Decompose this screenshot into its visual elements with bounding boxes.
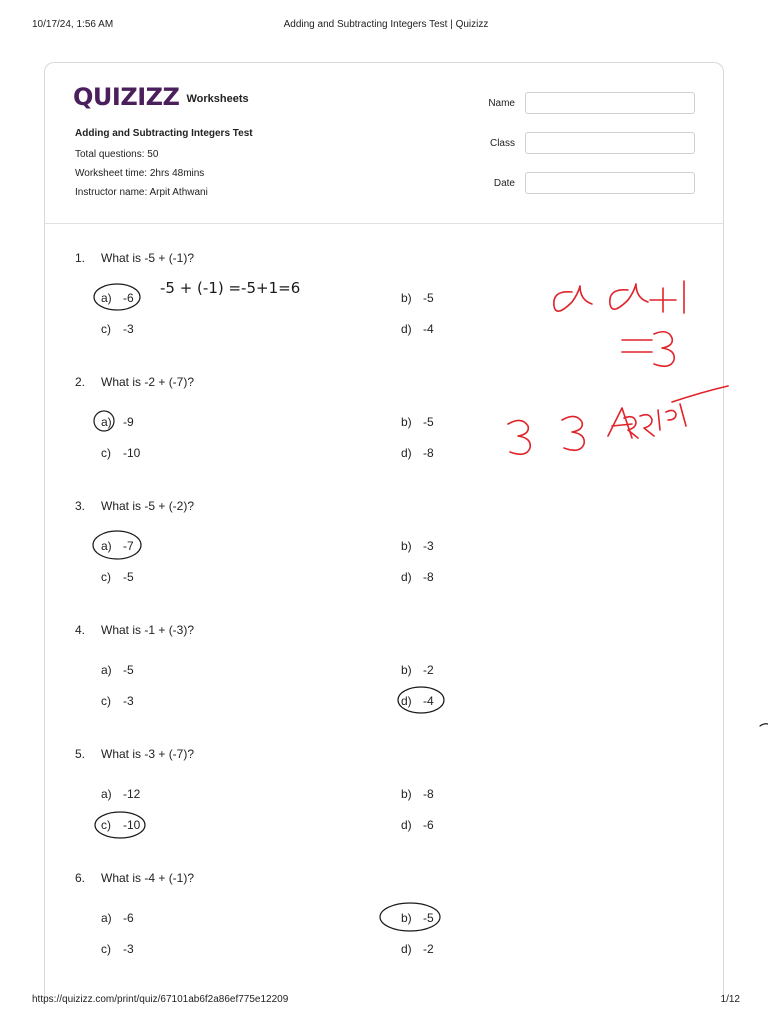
option-letter: b) — [401, 415, 412, 429]
option-a[interactable] — [101, 415, 134, 429]
option-b[interactable] — [401, 787, 434, 801]
option-value: -6 — [123, 911, 134, 925]
option-letter: a) — [101, 539, 112, 553]
question-number: 1. — [75, 251, 86, 265]
option-letter: b) — [401, 291, 412, 305]
option-b[interactable] — [401, 539, 434, 553]
question-6 — [45, 871, 723, 995]
option-d[interactable] — [401, 818, 434, 832]
brand — [73, 85, 249, 109]
worksheet-title: Adding and Subtracting Integers Test — [75, 128, 253, 139]
option-b[interactable] — [401, 911, 434, 925]
date-field[interactable] — [525, 172, 695, 194]
worksheet-card — [44, 62, 724, 1002]
question-text: What is -1 + (-3)? — [101, 623, 195, 637]
option-letter: d) — [401, 694, 412, 708]
quizizz-logo: QUIZIZZ — [73, 83, 180, 111]
worksheet-time: Worksheet time: 2hrs 48mins — [75, 168, 205, 179]
option-letter: d) — [401, 570, 412, 584]
question-number: 4. — [75, 623, 86, 637]
option-b[interactable] — [401, 663, 434, 677]
option-value: -10 — [123, 818, 141, 832]
question-text: What is -2 + (-7)? — [101, 375, 195, 389]
option-letter: a) — [101, 787, 112, 801]
option-letter: c) — [101, 818, 111, 832]
page-number: 1/12 — [720, 994, 740, 1005]
print-title: Adding and Subtracting Integers Test | Quizizz — [283, 19, 489, 30]
option-letter: b) — [401, 787, 412, 801]
option-value: -2 — [423, 942, 434, 956]
option-letter: c) — [101, 322, 111, 336]
name-label: Name — [488, 98, 515, 109]
option-c[interactable] — [101, 446, 140, 460]
option-value: -6 — [123, 291, 134, 305]
class-field[interactable] — [525, 132, 695, 154]
option-d[interactable] — [401, 322, 434, 336]
question-number: 5. — [75, 747, 86, 761]
option-value: -3 — [123, 942, 134, 956]
question-1 — [45, 251, 723, 375]
option-d[interactable] — [401, 570, 434, 584]
option-value: -3 — [123, 694, 134, 708]
option-c[interactable] — [101, 694, 134, 708]
option-letter: a) — [101, 663, 112, 677]
option-letter: a) — [101, 911, 112, 925]
option-letter: b) — [401, 663, 412, 677]
option-a[interactable] — [101, 663, 134, 677]
option-value: -10 — [123, 446, 141, 460]
instructor-name: Instructor name: Arpit Athwani — [75, 187, 208, 198]
option-c[interactable] — [101, 570, 134, 584]
option-value: -9 — [123, 415, 134, 429]
date-label: Date — [493, 178, 515, 189]
option-letter: d) — [401, 818, 412, 832]
worksheet-header — [45, 63, 723, 224]
option-d[interactable] — [401, 694, 434, 708]
question-3 — [45, 499, 723, 623]
option-c[interactable] — [101, 322, 134, 336]
option-d[interactable] — [401, 446, 434, 460]
question-5 — [45, 747, 723, 871]
option-value: -8 — [423, 446, 434, 460]
work-note: -5 + (-1) =-5+1=6 — [160, 279, 301, 297]
option-a[interactable] — [101, 787, 140, 801]
stray-ink-mark — [760, 724, 768, 726]
question-4 — [45, 623, 723, 747]
print-timestamp: 10/17/24, 1:56 AM — [32, 19, 114, 30]
option-value: -5 — [423, 415, 434, 429]
option-value: -5 — [123, 663, 134, 677]
option-letter: c) — [101, 694, 111, 708]
option-letter: d) — [401, 942, 412, 956]
class-label: Class — [489, 138, 515, 149]
option-value: -12 — [123, 787, 141, 801]
option-c[interactable] — [101, 942, 134, 956]
name-field[interactable] — [525, 92, 695, 114]
option-c[interactable] — [101, 818, 140, 832]
option-letter: d) — [401, 446, 412, 460]
option-value: -4 — [423, 322, 434, 336]
question-number: 3. — [75, 499, 86, 513]
question-text: What is -5 + (-2)? — [101, 499, 195, 513]
question-2 — [45, 375, 723, 499]
option-value: -7 — [123, 539, 134, 553]
brand-label: Worksheets — [186, 93, 249, 105]
option-letter: a) — [101, 415, 112, 429]
option-value: -4 — [423, 694, 434, 708]
option-value: -3 — [123, 322, 134, 336]
option-a[interactable] — [101, 539, 134, 553]
option-letter: c) — [101, 570, 111, 584]
option-value: -8 — [423, 570, 434, 584]
option-b[interactable] — [401, 415, 434, 429]
question-text: What is -5 + (-1)? — [101, 251, 195, 265]
option-value: -2 — [423, 663, 434, 677]
option-letter: b) — [401, 539, 412, 553]
option-value: -6 — [423, 818, 434, 832]
option-value: -5 — [423, 911, 434, 925]
question-number: 6. — [75, 871, 86, 885]
question-text: What is -4 + (-1)? — [101, 871, 195, 885]
option-letter: c) — [101, 446, 111, 460]
option-letter: d) — [401, 322, 412, 336]
page-url: https://quizizz.com/print/quiz/67101ab6f2a86ef775e12209 — [32, 994, 289, 1005]
option-letter: b) — [401, 911, 412, 925]
option-value: -5 — [423, 291, 434, 305]
option-a[interactable] — [101, 911, 134, 925]
option-b[interactable] — [401, 291, 434, 305]
option-value: -3 — [423, 539, 434, 553]
option-a[interactable] — [101, 291, 134, 305]
option-value: -5 — [123, 570, 134, 584]
total-questions: Total questions: 50 — [75, 149, 159, 160]
option-d[interactable] — [401, 942, 434, 956]
question-text: What is -3 + (-7)? — [101, 747, 195, 761]
option-letter: a) — [101, 291, 112, 305]
option-letter: c) — [101, 942, 111, 956]
question-number: 2. — [75, 375, 86, 389]
option-value: -8 — [423, 787, 434, 801]
